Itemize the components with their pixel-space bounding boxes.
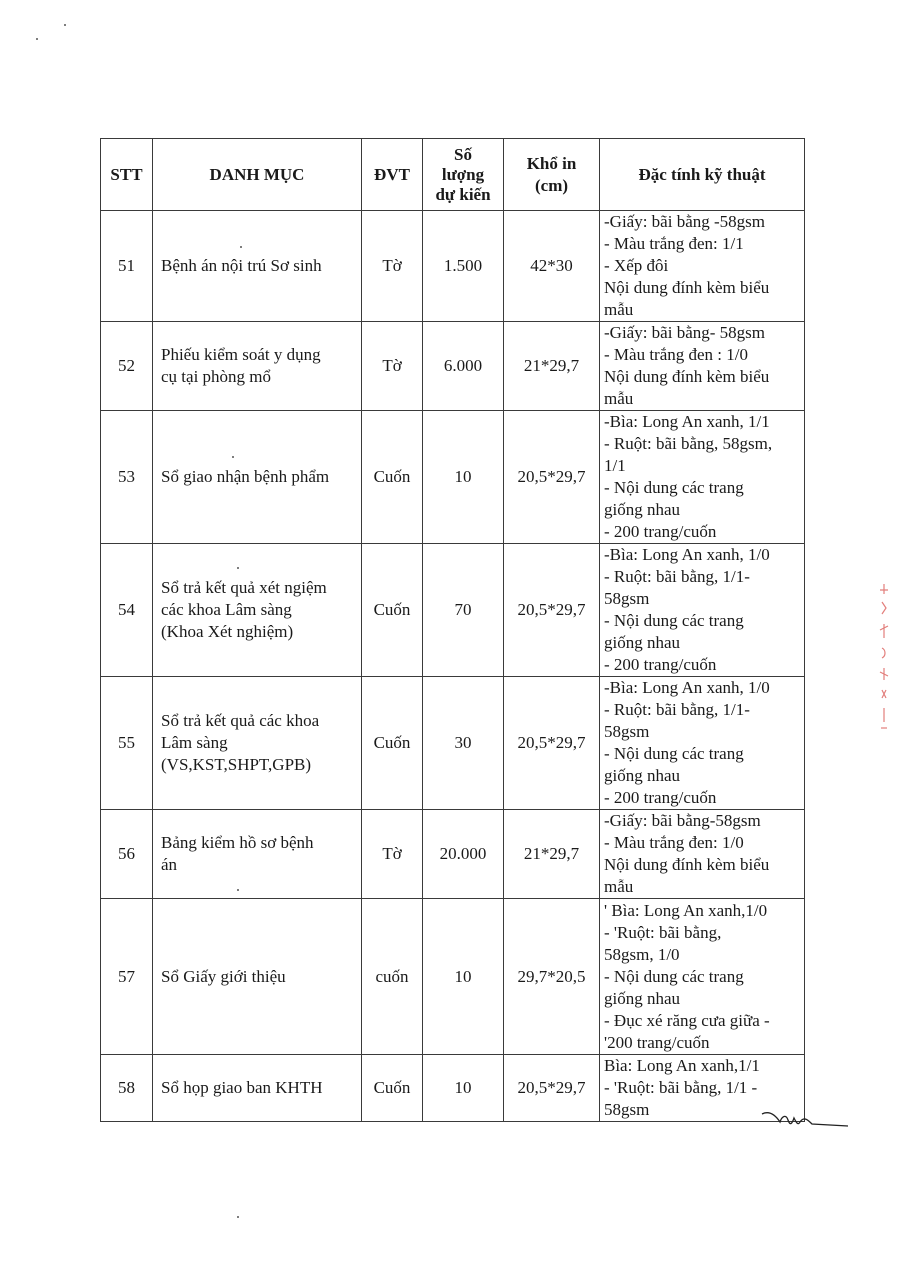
row-unit: Cuốn [362,677,423,810]
item-name-line: Sổ trả kết quả xét ngiệm [161,578,327,597]
spec-line: - 'Ruột: bãi bằng, [604,922,722,942]
row-quantity: 10 [423,899,504,1055]
spec-line: mẫu [604,389,634,408]
row-unit: Tờ [362,810,423,899]
spec-line: - Màu trắng đen : 1/0 [604,345,748,364]
table-header-row [101,139,805,211]
signature-mark [760,1106,850,1136]
spec-line: 58gsm [604,1100,650,1119]
spec-line: giống nhau [604,988,681,1008]
spec-line: - Ruột: bãi bằng, 1/1- [604,567,750,586]
row-unit: cuốn [362,899,423,1055]
table-row [101,1055,805,1122]
row-stt: 56 [101,810,153,899]
item-name-line: Bảng kiểm hồ sơ bệnh [161,833,314,852]
row-stt: 52 [101,322,153,411]
header-stt: STT [101,139,153,211]
spec-line: giống nhau [604,633,681,652]
row-quantity: 10 [423,1055,504,1122]
item-name-line: Bệnh án nội trú Sơ sinh [161,256,322,275]
row-unit: Cuốn [362,544,423,677]
row-quantity: 30 [423,677,504,810]
row-print-size: 21*29,7 [504,810,600,899]
header-size-line: Khổ in [526,153,577,173]
row-item-name [153,810,362,899]
item-name-line: (Khoa Xét nghiệm) [161,622,294,641]
row-quantity: 70 [423,544,504,677]
row-print-size: 42*30 [504,211,600,322]
row-print-size: 29,7*20,5 [504,899,600,1055]
spec-line: Nội dung đính kèm biểu [604,278,770,297]
row-stt: 54 [101,544,153,677]
item-name-line: cụ tại phòng mổ [161,367,272,386]
spec-line: - Xếp đôi [604,256,669,275]
spec-line: -Giấy: bãi bằng- 58gsm [604,323,765,342]
item-name-line: Sổ Giấy giới thiệu [161,966,286,986]
row-stt: 53 [101,411,153,544]
spec-line: 58gsm [604,589,650,608]
item-name-line: Lâm sàng [161,733,228,752]
header-qty-line: dự kiến [435,184,491,204]
spec-line: - Ruột: bãi bằng, 1/1- [604,700,750,719]
spec-line: Bìa: Long An xanh,1/1 [604,1056,760,1075]
row-unit: Tờ [362,322,423,411]
spec-line: -Giấy: bãi bằng-58gsm [604,811,761,830]
header-size-line: (cm) [534,175,569,195]
table-row [101,211,805,322]
row-quantity: 6.000 [423,322,504,411]
row-stt: 57 [101,899,153,1055]
header-qty-line: Số [454,144,472,164]
row-spec [600,322,805,411]
item-name-line: các khoa Lâm sàng [161,600,292,619]
scan-speck [36,38,38,40]
table-row [101,677,805,810]
row-print-size: 20,5*29,7 [504,544,600,677]
row-print-size: 20,5*29,7 [504,411,600,544]
row-item-name [153,899,362,1055]
item-name-line: (VS,KST,SHPT,GPB) [161,755,312,774]
spec-line: 58gsm [604,722,650,741]
row-stt: 55 [101,677,153,810]
header-qty-line: lượng [441,164,485,184]
spec-line: Nội dung đính kèm biểu [604,855,770,874]
row-print-size: 20,5*29,7 [504,1055,600,1122]
row-quantity: 20.000 [423,810,504,899]
spec-line: - Nội dung các trang [604,611,744,630]
row-spec [600,211,805,322]
scan-speck [237,567,239,569]
spec-line: -Bìa: Long An xanh, 1/0 [604,545,770,564]
spec-line: mẫu [604,300,634,319]
row-spec [600,677,805,810]
spec-line: Nội dung đính kèm biểu [604,367,770,386]
row-print-size: 20,5*29,7 [504,677,600,810]
row-quantity: 1.500 [423,211,504,322]
header-qty [423,139,504,211]
row-item-name [153,411,362,544]
spec-line: - 200 trang/cuốn [604,788,717,807]
spec-line: - Màu trắng đen: 1/1 [604,234,744,253]
row-item-name [153,1055,362,1122]
side-stamp-mark [870,580,898,740]
spec-line: - 200 trang/cuốn [604,522,717,541]
spec-line: - 'Ruột: bãi bằng, 1/1 - [604,1078,758,1097]
table-body [101,211,805,1122]
spec-line: -Bìa: Long An xanh, 1/1 [604,412,770,431]
scan-speck [64,24,66,26]
scan-speck [240,246,242,248]
item-name-line: án [161,855,178,874]
row-unit: Cuốn [362,1055,423,1122]
spec-line: - Nội dung các trang [604,744,744,763]
table-row [101,322,805,411]
scan-speck [232,456,234,458]
spec-line: giống nhau [604,500,681,519]
spec-line: -Bìa: Long An xanh, 1/0 [604,678,770,697]
specification-table [100,138,805,1122]
spec-line: mẫu [604,877,634,896]
row-stt: 58 [101,1055,153,1122]
row-item-name [153,211,362,322]
scan-speck [237,1216,239,1218]
header-unit: ĐVT [362,139,423,211]
row-unit: Tờ [362,211,423,322]
row-item-name [153,322,362,411]
item-name-line: Phiếu kiểm soát y dụng [161,345,321,364]
spec-line: - 200 trang/cuốn [604,655,717,674]
table-row [101,810,805,899]
item-name-line: Sổ họp giao ban KHTH [161,1078,323,1097]
spec-line: - Nội dung các trang [604,966,744,986]
header-size [504,139,600,211]
spec-line: 1/1 [604,456,626,475]
row-spec [600,544,805,677]
spec-line: - Nội dung các trang [604,478,744,497]
scan-speck [237,889,239,891]
spec-line: - Đục xé răng cưa giữa - [604,1010,770,1030]
spec-line: -Giấy: bãi bằng -58gsm [604,212,765,231]
item-name-line: Sổ giao nhận bệnh phẩm [161,467,330,486]
row-quantity: 10 [423,411,504,544]
item-name-line: Sổ trả kết quả các khoa [161,711,320,730]
spec-line: giống nhau [604,766,681,785]
table-row [101,544,805,677]
row-print-size: 21*29,7 [504,322,600,411]
spec-line: - Màu trắng đen: 1/0 [604,833,744,852]
row-spec [600,411,805,544]
spec-line: '200 trang/cuốn [604,1032,710,1052]
row-spec [600,899,805,1055]
row-item-name [153,677,362,810]
spec-line: 58gsm, 1/0 [604,944,680,964]
spec-line: ' Bìa: Long An xanh,1/0 [604,900,768,920]
row-item-name [153,544,362,677]
table-row [101,411,805,544]
spec-line: - Ruột: bãi bằng, 58gsm, [604,434,773,453]
header-spec: Đặc tính kỹ thuật [600,139,805,211]
row-spec [600,810,805,899]
header-name: DANH MỤC [153,139,362,211]
row-unit: Cuốn [362,411,423,544]
table-row [101,899,805,1055]
row-stt: 51 [101,211,153,322]
